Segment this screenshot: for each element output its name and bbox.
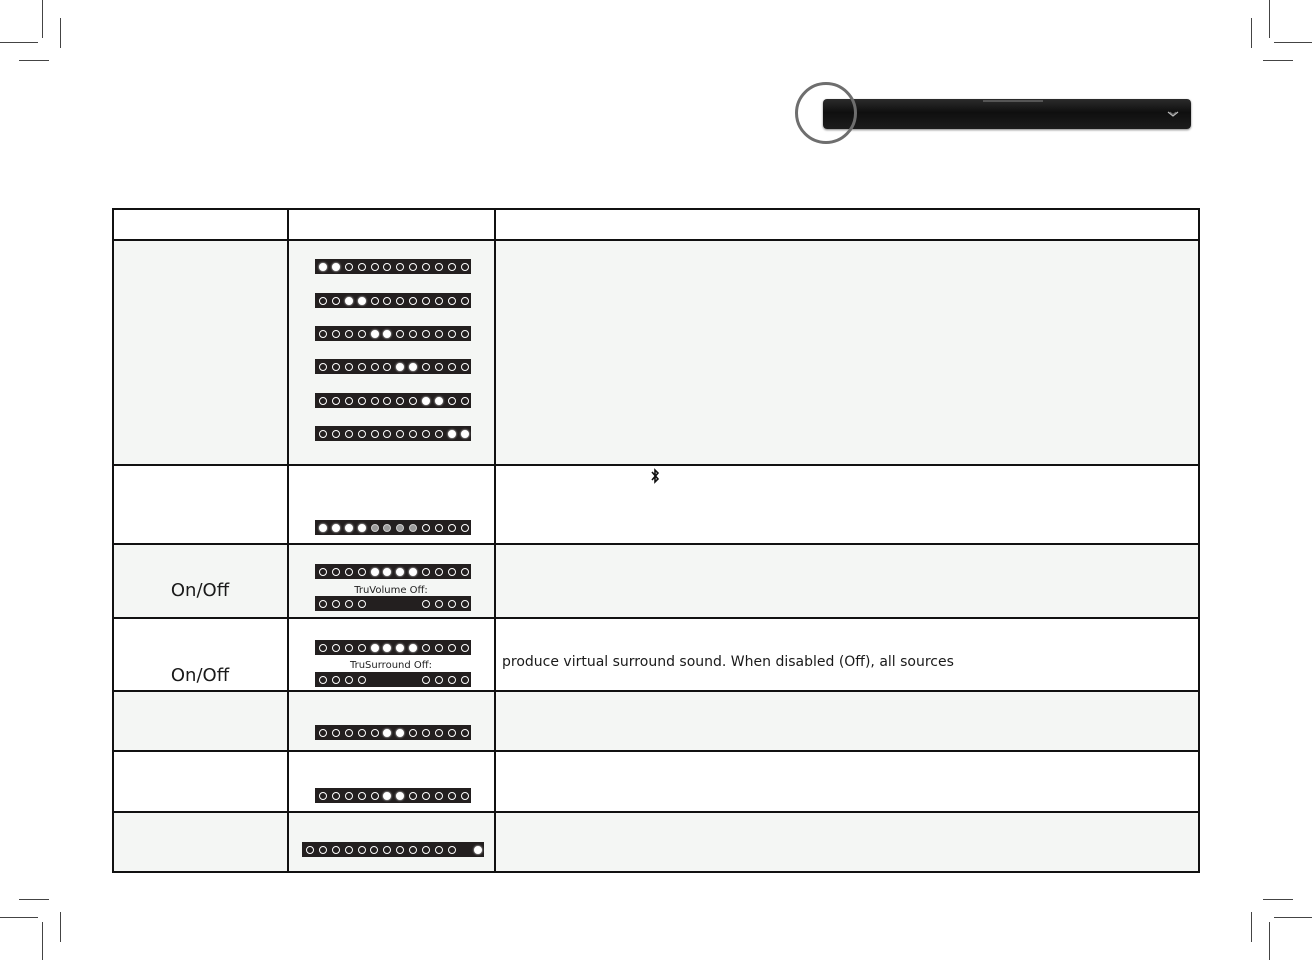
led-off-icon	[422, 568, 430, 576]
led-off-icon	[371, 729, 379, 737]
led-off-icon	[332, 729, 340, 737]
led-off-icon	[435, 729, 443, 737]
crop-mark	[1251, 912, 1252, 942]
led-off-icon	[345, 568, 353, 576]
led-on-icon	[448, 430, 456, 438]
crop-mark	[1269, 0, 1270, 38]
led-on-icon	[383, 792, 391, 800]
led-off-icon	[448, 644, 456, 652]
led-off-icon	[383, 363, 391, 371]
led-dim-icon	[409, 524, 417, 532]
led-on-icon	[435, 397, 443, 405]
led-off-icon	[435, 792, 443, 800]
crop-mark	[1269, 922, 1270, 960]
setting-label: On/Off	[170, 580, 230, 601]
led-off-icon	[319, 846, 327, 854]
led-off-icon	[396, 263, 404, 271]
led-off-icon	[332, 676, 340, 684]
led-off-icon	[319, 644, 327, 652]
led-off-icon	[358, 430, 366, 438]
truvolume-off-caption: TruVolume Off:	[354, 585, 428, 596]
led-off-icon	[345, 644, 353, 652]
led-off-gap	[461, 846, 469, 854]
led-dim-icon	[396, 524, 404, 532]
crop-mark	[60, 912, 61, 942]
led-off-icon	[383, 846, 391, 854]
led-off-icon	[422, 524, 430, 532]
led-off-icon	[448, 397, 456, 405]
led-indicator-strip	[315, 788, 471, 803]
table-rule	[494, 208, 496, 873]
table-rule	[112, 750, 1200, 752]
led-off-icon	[319, 792, 327, 800]
led-off-icon	[345, 600, 353, 608]
led-off-icon	[358, 363, 366, 371]
led-off-gap	[383, 600, 391, 608]
led-off-icon	[409, 846, 417, 854]
led-off-icon	[371, 263, 379, 271]
led-off-icon	[332, 330, 340, 338]
led-on-icon	[371, 568, 379, 576]
led-off-icon	[461, 263, 469, 271]
crop-mark	[1274, 917, 1312, 918]
led-off-icon	[422, 676, 430, 684]
led-off-icon	[383, 430, 391, 438]
led-on-icon	[319, 263, 327, 271]
led-off-icon	[422, 297, 430, 305]
crop-mark	[42, 922, 43, 960]
led-on-icon	[383, 330, 391, 338]
led-off-icon	[435, 644, 443, 652]
led-off-icon	[422, 430, 430, 438]
led-off-icon	[461, 363, 469, 371]
led-off-icon	[332, 363, 340, 371]
led-on-icon	[345, 524, 353, 532]
table-rule	[287, 208, 289, 873]
led-off-icon	[448, 600, 456, 608]
led-off-icon	[448, 729, 456, 737]
led-on-icon	[396, 363, 404, 371]
led-off-icon	[461, 568, 469, 576]
led-off-icon	[345, 330, 353, 338]
table-row	[114, 241, 1198, 464]
led-off-icon	[435, 568, 443, 576]
led-off-icon	[332, 644, 340, 652]
led-indicator-strip	[315, 640, 471, 655]
led-off-icon	[396, 846, 404, 854]
led-off-icon	[319, 729, 327, 737]
led-off-icon	[358, 644, 366, 652]
led-off-gap	[383, 676, 391, 684]
led-off-icon	[396, 297, 404, 305]
led-off-icon	[345, 676, 353, 684]
led-off-icon	[319, 568, 327, 576]
table-rule	[112, 617, 1200, 619]
crop-mark	[1251, 18, 1252, 48]
led-on-icon	[474, 846, 482, 854]
led-off-icon	[422, 330, 430, 338]
led-off-icon	[448, 297, 456, 305]
led-on-icon	[396, 568, 404, 576]
led-off-icon	[319, 676, 327, 684]
led-indicator-strip	[315, 725, 471, 740]
table-rule	[112, 208, 114, 873]
led-indicator-strip	[315, 672, 471, 687]
led-off-icon	[435, 846, 443, 854]
led-off-icon	[332, 430, 340, 438]
led-on-icon	[332, 524, 340, 532]
crop-mark	[42, 0, 43, 38]
led-off-icon	[371, 363, 379, 371]
led-off-icon	[319, 430, 327, 438]
led-off-icon	[358, 600, 366, 608]
led-off-icon	[461, 297, 469, 305]
led-off-icon	[358, 568, 366, 576]
led-off-icon	[371, 397, 379, 405]
led-off-icon	[448, 524, 456, 532]
led-off-icon	[345, 397, 353, 405]
led-off-icon	[461, 524, 469, 532]
led-off-icon	[396, 430, 404, 438]
led-off-gap	[396, 600, 404, 608]
led-off-icon	[345, 792, 353, 800]
led-indicator-strip	[315, 393, 471, 408]
led-off-icon	[332, 846, 340, 854]
crop-mark	[1263, 60, 1293, 61]
led-off-icon	[383, 297, 391, 305]
led-off-icon	[319, 297, 327, 305]
led-off-icon	[332, 568, 340, 576]
led-on-icon	[409, 644, 417, 652]
table-rule	[112, 464, 1200, 466]
bluetooth-icon	[650, 468, 660, 484]
led-off-icon	[306, 846, 314, 854]
led-indicator-strip	[315, 326, 471, 341]
table-rule	[112, 811, 1200, 813]
led-off-icon	[448, 792, 456, 800]
led-on-icon	[383, 568, 391, 576]
led-off-icon	[448, 263, 456, 271]
crop-mark	[60, 18, 61, 48]
led-off-icon	[409, 729, 417, 737]
led-off-icon	[435, 600, 443, 608]
led-off-gap	[396, 676, 404, 684]
led-indicator-strip	[315, 426, 471, 441]
led-off-icon	[422, 792, 430, 800]
led-off-icon	[358, 729, 366, 737]
soundbar-illustration	[790, 78, 1230, 154]
led-indicator-strip	[315, 520, 471, 535]
led-on-icon	[461, 430, 469, 438]
led-off-icon	[371, 792, 379, 800]
led-on-icon	[371, 644, 379, 652]
led-off-icon	[345, 363, 353, 371]
led-off-icon	[448, 846, 456, 854]
led-off-icon	[358, 263, 366, 271]
led-off-gap	[371, 600, 379, 608]
led-off-icon	[435, 363, 443, 371]
led-settings-table	[112, 208, 1200, 873]
led-off-icon	[422, 729, 430, 737]
led-off-icon	[345, 729, 353, 737]
led-off-icon	[409, 430, 417, 438]
led-off-icon	[448, 568, 456, 576]
crop-mark	[1263, 899, 1293, 900]
led-off-icon	[422, 644, 430, 652]
crop-mark	[19, 60, 49, 61]
led-off-icon	[435, 297, 443, 305]
setting-label: On/Off	[170, 665, 230, 686]
led-on-icon	[396, 644, 404, 652]
led-off-icon	[461, 729, 469, 737]
led-off-icon	[396, 330, 404, 338]
led-off-icon	[319, 330, 327, 338]
led-off-icon	[332, 600, 340, 608]
led-off-icon	[409, 297, 417, 305]
led-off-icon	[422, 263, 430, 271]
led-off-icon	[422, 363, 430, 371]
led-off-icon	[422, 600, 430, 608]
trusurround-off-caption: TruSurround Off:	[349, 660, 433, 671]
led-off-gap	[409, 676, 417, 684]
led-indicator-strip	[315, 564, 471, 579]
led-off-icon	[345, 846, 353, 854]
led-off-icon	[461, 397, 469, 405]
led-on-icon	[319, 524, 327, 532]
led-indicator-strip	[315, 359, 471, 374]
led-off-icon	[332, 397, 340, 405]
led-indicator-strip	[315, 596, 471, 611]
led-on-icon	[345, 297, 353, 305]
table-rule	[1198, 208, 1200, 873]
led-off-icon	[409, 397, 417, 405]
led-off-gap	[371, 676, 379, 684]
led-callout-circle	[795, 82, 857, 144]
table-rule	[112, 208, 1200, 210]
led-off-icon	[332, 297, 340, 305]
led-on-icon	[332, 263, 340, 271]
led-off-icon	[409, 263, 417, 271]
led-off-icon	[332, 792, 340, 800]
led-on-icon	[409, 568, 417, 576]
table-rule	[112, 690, 1200, 692]
table-row	[114, 692, 1198, 750]
led-off-icon	[345, 430, 353, 438]
crop-mark	[0, 917, 38, 918]
led-off-icon	[358, 792, 366, 800]
led-off-gap	[409, 600, 417, 608]
led-off-icon	[461, 676, 469, 684]
led-off-icon	[358, 397, 366, 405]
vizio-logo-icon	[1167, 110, 1179, 118]
led-off-icon	[435, 263, 443, 271]
description-text: produce virtual surround sound. When disabled (Off), all sources	[502, 654, 954, 670]
crop-mark	[1274, 42, 1312, 43]
led-off-icon	[345, 263, 353, 271]
led-on-icon	[422, 397, 430, 405]
led-off-icon	[383, 263, 391, 271]
soundbar-body	[823, 99, 1191, 129]
crop-mark	[0, 42, 38, 43]
led-off-icon	[371, 430, 379, 438]
led-off-icon	[461, 792, 469, 800]
led-off-icon	[358, 846, 366, 854]
led-off-icon	[461, 330, 469, 338]
table-row	[114, 752, 1198, 811]
led-off-icon	[409, 792, 417, 800]
led-indicator-strip	[315, 293, 471, 308]
led-off-icon	[319, 600, 327, 608]
led-on-icon	[409, 363, 417, 371]
table-row	[114, 813, 1198, 871]
led-indicator-strip	[302, 842, 484, 857]
led-on-icon	[358, 297, 366, 305]
led-off-icon	[422, 846, 430, 854]
led-on-icon	[383, 644, 391, 652]
led-off-icon	[435, 676, 443, 684]
led-off-icon	[448, 330, 456, 338]
led-off-icon	[461, 600, 469, 608]
soundbar-highlight	[983, 100, 1043, 102]
led-dim-icon	[383, 524, 391, 532]
led-on-icon	[383, 729, 391, 737]
led-off-icon	[358, 676, 366, 684]
led-off-icon	[319, 397, 327, 405]
led-on-icon	[358, 524, 366, 532]
led-off-icon	[371, 297, 379, 305]
led-off-icon	[448, 676, 456, 684]
led-off-icon	[383, 397, 391, 405]
led-off-icon	[435, 330, 443, 338]
led-off-icon	[358, 330, 366, 338]
led-off-icon	[370, 846, 378, 854]
led-off-icon	[448, 363, 456, 371]
crop-mark	[19, 899, 49, 900]
led-off-icon	[319, 363, 327, 371]
led-off-icon	[435, 524, 443, 532]
table-rule	[112, 239, 1200, 241]
led-on-icon	[371, 330, 379, 338]
led-on-icon	[396, 729, 404, 737]
led-dim-icon	[371, 524, 379, 532]
led-off-icon	[396, 397, 404, 405]
led-off-icon	[409, 330, 417, 338]
table-rule	[112, 871, 1200, 873]
led-on-icon	[396, 792, 404, 800]
led-off-icon	[461, 644, 469, 652]
led-indicator-strip	[315, 259, 471, 274]
table-rule	[112, 543, 1200, 545]
led-off-icon	[435, 430, 443, 438]
